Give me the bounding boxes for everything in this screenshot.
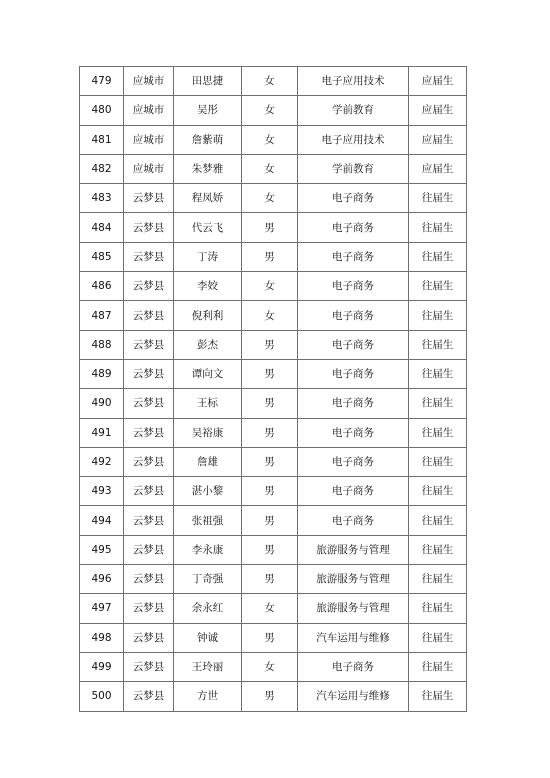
table-row (80, 418, 467, 447)
sex-cell: 男 (242, 682, 298, 711)
row-number-cell: 498 (80, 623, 124, 652)
city-cell: 云梦县 (124, 359, 174, 388)
sex-cell: 女 (242, 301, 298, 330)
status-cell: 往届生 (409, 418, 467, 447)
sex-cell: 女 (242, 272, 298, 301)
sex-cell: 男 (242, 623, 298, 652)
name-cell: 湛小黎 (174, 477, 242, 506)
status-cell: 往届生 (409, 652, 467, 681)
major-cell: 汽车运用与维修 (298, 682, 409, 711)
major-cell: 旅游服务与管理 (298, 535, 409, 564)
row-number-cell: 494 (80, 506, 124, 535)
status-cell: 往届生 (409, 242, 467, 271)
name-cell: 丁涛 (174, 242, 242, 271)
status-cell: 应届生 (409, 154, 467, 183)
row-number-cell: 484 (80, 213, 124, 242)
major-cell: 电子商务 (298, 477, 409, 506)
name-cell: 方世 (174, 682, 242, 711)
major-cell: 电子商务 (298, 506, 409, 535)
sex-cell: 女 (242, 96, 298, 125)
name-cell: 詹紫萌 (174, 125, 242, 154)
major-cell: 旅游服务与管理 (298, 594, 409, 623)
row-number-cell: 500 (80, 682, 124, 711)
status-cell: 往届生 (409, 535, 467, 564)
row-number-cell: 499 (80, 652, 124, 681)
table-row (80, 242, 467, 271)
row-number-cell: 492 (80, 447, 124, 476)
city-cell: 云梦县 (124, 213, 174, 242)
city-cell: 云梦县 (124, 184, 174, 213)
major-cell: 电子商务 (298, 389, 409, 418)
major-cell: 学前教育 (298, 154, 409, 183)
row-number-cell: 479 (80, 67, 124, 96)
name-cell: 朱梦雅 (174, 154, 242, 183)
city-cell: 云梦县 (124, 594, 174, 623)
row-number-cell: 495 (80, 535, 124, 564)
major-cell: 学前教育 (298, 96, 409, 125)
table-row (80, 389, 467, 418)
name-cell: 代云飞 (174, 213, 242, 242)
name-cell: 吴彤 (174, 96, 242, 125)
major-cell: 电子商务 (298, 213, 409, 242)
status-cell: 往届生 (409, 506, 467, 535)
table-row (80, 623, 467, 652)
sex-cell: 男 (242, 330, 298, 359)
row-number-cell: 490 (80, 389, 124, 418)
row-number-cell: 480 (80, 96, 124, 125)
major-cell: 电子商务 (298, 652, 409, 681)
status-cell: 应届生 (409, 125, 467, 154)
name-cell: 张祖强 (174, 506, 242, 535)
sex-cell: 男 (242, 359, 298, 388)
city-cell: 应城市 (124, 67, 174, 96)
sex-cell: 女 (242, 67, 298, 96)
major-cell: 电子商务 (298, 359, 409, 388)
major-cell: 电子应用技术 (298, 67, 409, 96)
table-row (80, 184, 467, 213)
major-cell: 电子商务 (298, 447, 409, 476)
name-cell: 倪利利 (174, 301, 242, 330)
sex-cell: 男 (242, 565, 298, 594)
city-cell: 应城市 (124, 96, 174, 125)
city-cell: 云梦县 (124, 242, 174, 271)
status-cell: 往届生 (409, 213, 467, 242)
status-cell: 应届生 (409, 96, 467, 125)
name-cell: 钟诚 (174, 623, 242, 652)
status-cell: 往届生 (409, 682, 467, 711)
city-cell: 云梦县 (124, 272, 174, 301)
city-cell: 云梦县 (124, 535, 174, 564)
major-cell: 电子商务 (298, 272, 409, 301)
sex-cell: 男 (242, 506, 298, 535)
major-cell: 旅游服务与管理 (298, 565, 409, 594)
table-row (80, 652, 467, 681)
row-number-cell: 491 (80, 418, 124, 447)
status-cell: 往届生 (409, 359, 467, 388)
table-row (80, 301, 467, 330)
sex-cell: 男 (242, 242, 298, 271)
status-cell: 往届生 (409, 594, 467, 623)
name-cell: 王玲丽 (174, 652, 242, 681)
name-cell: 彭杰 (174, 330, 242, 359)
row-number-cell: 486 (80, 272, 124, 301)
sex-cell: 男 (242, 477, 298, 506)
row-number-cell: 483 (80, 184, 124, 213)
major-cell: 电子商务 (298, 242, 409, 271)
row-number-cell: 488 (80, 330, 124, 359)
status-cell: 往届生 (409, 272, 467, 301)
status-cell: 往届生 (409, 330, 467, 359)
sex-cell: 女 (242, 594, 298, 623)
sex-cell: 男 (242, 535, 298, 564)
table-row (80, 477, 467, 506)
table-row (80, 96, 467, 125)
name-cell: 吴裕康 (174, 418, 242, 447)
row-number-cell: 497 (80, 594, 124, 623)
table-row (80, 154, 467, 183)
name-cell: 李姣 (174, 272, 242, 301)
name-cell: 丁奇强 (174, 565, 242, 594)
city-cell: 云梦县 (124, 682, 174, 711)
city-cell: 云梦县 (124, 418, 174, 447)
city-cell: 云梦县 (124, 301, 174, 330)
major-cell: 汽车运用与维修 (298, 623, 409, 652)
roster-body (80, 67, 467, 712)
status-cell: 往届生 (409, 301, 467, 330)
row-number-cell: 485 (80, 242, 124, 271)
table-row (80, 594, 467, 623)
name-cell: 余永红 (174, 594, 242, 623)
table-row (80, 359, 467, 388)
city-cell: 云梦县 (124, 389, 174, 418)
row-number-cell: 496 (80, 565, 124, 594)
status-cell: 应届生 (409, 67, 467, 96)
city-cell: 云梦县 (124, 477, 174, 506)
sex-cell: 女 (242, 652, 298, 681)
city-cell: 云梦县 (124, 565, 174, 594)
table-row (80, 447, 467, 476)
name-cell: 谭向文 (174, 359, 242, 388)
row-number-cell: 481 (80, 125, 124, 154)
major-cell: 电子应用技术 (298, 125, 409, 154)
sex-cell: 女 (242, 154, 298, 183)
major-cell: 电子商务 (298, 184, 409, 213)
name-cell: 田思捷 (174, 67, 242, 96)
table-row (80, 506, 467, 535)
row-number-cell: 487 (80, 301, 124, 330)
sex-cell: 男 (242, 389, 298, 418)
row-number-cell: 493 (80, 477, 124, 506)
sex-cell: 女 (242, 125, 298, 154)
status-cell: 往届生 (409, 565, 467, 594)
row-number-cell: 489 (80, 359, 124, 388)
status-cell: 往届生 (409, 389, 467, 418)
city-cell: 云梦县 (124, 652, 174, 681)
status-cell: 往届生 (409, 477, 467, 506)
table-row (80, 682, 467, 711)
row-number-cell: 482 (80, 154, 124, 183)
city-cell: 云梦县 (124, 623, 174, 652)
major-cell: 电子商务 (298, 301, 409, 330)
table-row (80, 330, 467, 359)
status-cell: 往届生 (409, 184, 467, 213)
status-cell: 往届生 (409, 447, 467, 476)
status-cell: 往届生 (409, 623, 467, 652)
city-cell: 应城市 (124, 154, 174, 183)
name-cell: 詹雄 (174, 447, 242, 476)
student-roster-table (79, 66, 467, 712)
table-row (80, 125, 467, 154)
sex-cell: 男 (242, 213, 298, 242)
city-cell: 应城市 (124, 125, 174, 154)
major-cell: 电子商务 (298, 330, 409, 359)
name-cell: 程凤娇 (174, 184, 242, 213)
name-cell: 王标 (174, 389, 242, 418)
major-cell: 电子商务 (298, 418, 409, 447)
table-row (80, 67, 467, 96)
table-row (80, 565, 467, 594)
name-cell: 李永康 (174, 535, 242, 564)
sex-cell: 男 (242, 447, 298, 476)
sex-cell: 男 (242, 418, 298, 447)
table-row (80, 535, 467, 564)
table-row (80, 213, 467, 242)
table-row (80, 272, 467, 301)
city-cell: 云梦县 (124, 447, 174, 476)
city-cell: 云梦县 (124, 506, 174, 535)
sex-cell: 女 (242, 184, 298, 213)
city-cell: 云梦县 (124, 330, 174, 359)
